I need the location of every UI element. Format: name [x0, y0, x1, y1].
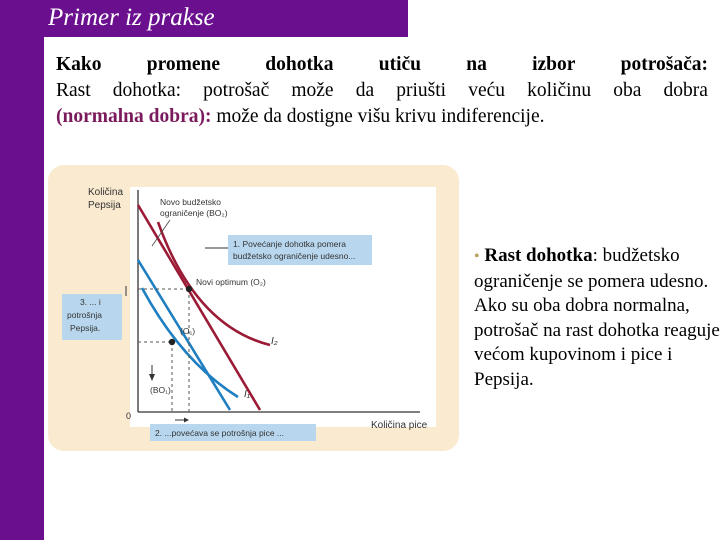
origin-label: 0 — [126, 411, 132, 421]
old-bc-label: (BO₁) — [150, 385, 171, 395]
intro-word: dobra — [663, 80, 708, 101]
side-highlight: Rast dohotka — [484, 245, 593, 266]
note1-line-2: budžetsko ograničenje udesno... — [233, 251, 356, 261]
x-axis-label: Količina pice — [371, 420, 428, 431]
intro-word: količinu — [527, 80, 592, 101]
slide-title: Primer iz prakse — [48, 4, 215, 31]
intro-word: potrošač — [203, 80, 270, 101]
intro-word: može — [291, 80, 334, 101]
intro-word: utiču — [378, 54, 422, 75]
new-optimum-label: Novi optimum (O₂) — [196, 277, 266, 287]
side-explanation — [474, 244, 720, 392]
y-axis-label-2: Pepsija — [88, 200, 121, 211]
intro-word: Kako — [56, 54, 102, 75]
bullet-icon: • — [474, 248, 480, 265]
intro-word: potrošača: — [620, 54, 708, 75]
new-bc-label-2: ograničenje (BO₂) — [160, 208, 228, 218]
side-body: : budžetsko ograničenje se pomera udesno. Ako su oba dobra normalna, potrošač na rast dohotka reaguje većom kupovinom i pice i Pepsija. — [474, 245, 720, 390]
intro-word: da — [355, 80, 375, 101]
note3-line-2: potrošnja — [67, 310, 102, 320]
intro-word: promene — [146, 54, 221, 75]
intro-word: veću — [468, 80, 506, 101]
new-optimum-point — [186, 286, 192, 292]
intro-word: priušti — [396, 80, 447, 101]
intro-word: izbor — [532, 54, 576, 75]
plot-area — [130, 187, 436, 427]
note3-line-3: Pepsija. — [70, 323, 101, 333]
intro-line-3-text: može da dostigne višu krivu indiferencije. — [211, 106, 545, 127]
note3-line-1: 3. ... i — [80, 297, 101, 307]
intro-word: na — [466, 54, 487, 75]
y-axis-label-1: Količina — [88, 187, 124, 198]
old-optimum-point — [169, 339, 175, 345]
note2-text: 2. ...povećava se potrošnja pice ... — [155, 428, 284, 438]
curve-i1-label: I₁ — [244, 389, 250, 400]
new-bc-label-1: Novo budžetsko — [160, 197, 221, 207]
intro-word: dohotka: — [112, 80, 182, 101]
intro-word: oba — [613, 80, 642, 101]
note1-line-1: 1. Povećanje dohotka pomera — [233, 239, 346, 249]
intro-word: Rast — [56, 80, 91, 101]
normal-goods-emphasis: (normalna dobra): — [56, 106, 212, 127]
intro-word: dohotka — [265, 54, 334, 75]
curve-i2-label: I₂ — [271, 336, 278, 347]
old-optimum-label: (O₁) — [180, 326, 196, 336]
